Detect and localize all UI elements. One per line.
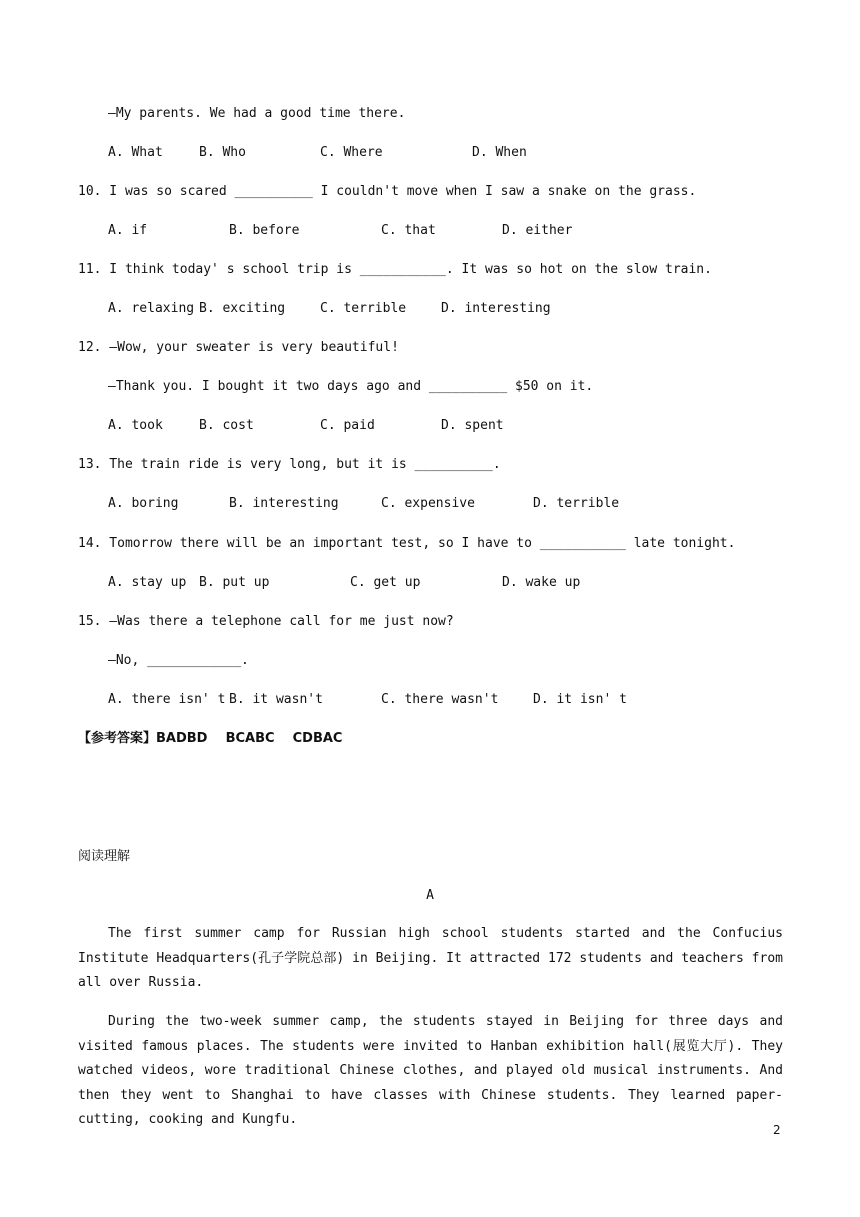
q13-option-b: B. interesting bbox=[229, 496, 339, 511]
section-title: 阅读理解 bbox=[78, 849, 131, 864]
q15-stem: 15. —Was there a telephone call for me just now? bbox=[78, 614, 454, 629]
q12-option-c: C. paid bbox=[320, 418, 375, 433]
q15-option-c: C. there wasn't bbox=[381, 692, 499, 707]
reading-paragraph-1: The first summer camp for Russian high school students started and the Confucius Institute Headquarters(孔子学院总部) in Beijing. It attracted 172 students and teachers from all over Russia. bbox=[78, 926, 783, 990]
q15-reply: —No, ____________. bbox=[108, 653, 249, 668]
q14-stem: 14. Tomorrow there will be an important test, so I have to ___________ late tonight. bbox=[78, 536, 736, 551]
q10-stem: 10. I was so scared __________ I couldn't move when I saw a snake on the grass. bbox=[78, 184, 697, 199]
q15-option-d: D. it isn' t bbox=[533, 692, 627, 707]
q10-option-c: C. that bbox=[381, 223, 436, 238]
q12-option-d: D. spent bbox=[441, 418, 504, 433]
q11-option-a: A. relaxing bbox=[108, 301, 195, 316]
answer-key: 【参考答案】BADBD BCABC CDBAC bbox=[78, 731, 343, 746]
q10-option-b: B. before bbox=[229, 223, 300, 238]
q14-option-c: C. get up bbox=[350, 575, 421, 590]
q11-option-d: D. interesting bbox=[441, 301, 551, 316]
q12-option-a: A. took bbox=[108, 418, 163, 433]
q14-option-d: D. wake up bbox=[502, 575, 581, 590]
q9-option-b: B. Who bbox=[199, 145, 246, 160]
q13-stem: 13. The train ride is very long, but it is __________. bbox=[78, 457, 501, 472]
q12-reply: —Thank you. I bought it two days ago and __________ $50 on it. bbox=[108, 379, 594, 394]
q10-option-a: A. if bbox=[108, 223, 148, 238]
q10-option-d: D. either bbox=[502, 223, 573, 238]
page-number: 2 bbox=[773, 1123, 781, 1137]
q13-option-a: A. boring bbox=[108, 496, 179, 511]
q9-option-c: C. Where bbox=[320, 145, 383, 160]
q13-option-d: D. terrible bbox=[533, 496, 620, 511]
q15-option-b: B. it wasn't bbox=[229, 692, 323, 707]
q11-option-c: C. terrible bbox=[320, 301, 407, 316]
q9-reply: —My parents. We had a good time there. bbox=[108, 106, 406, 121]
q11-option-b: B. exciting bbox=[199, 301, 286, 316]
q14-option-a: A. stay up bbox=[108, 575, 187, 590]
q15-option-a: A. there isn' t bbox=[108, 692, 226, 707]
q12-option-b: B. cost bbox=[199, 418, 254, 433]
q11-stem: 11. I think today' s school trip is ___________. It was so hot on the slow train. bbox=[78, 262, 712, 277]
q14-option-b: B. put up bbox=[199, 575, 270, 590]
passage-label: A bbox=[426, 888, 434, 903]
q12-stem: 12. —Wow, your sweater is very beautiful! bbox=[78, 340, 399, 355]
q9-option-d: D. When bbox=[472, 145, 527, 160]
q13-option-c: C. expensive bbox=[381, 496, 475, 511]
q9-option-a: A. What bbox=[108, 145, 163, 160]
reading-paragraph-2: During the two-week summer camp, the students stayed in Beijing for three days and visited famous places. The students were invited to Hanban exhibition hall(展览大厅). They watched videos, wore traditional Chinese clothes, and played old musical instruments. And then they went to Shanghai to have classes with Chinese students. They learned paper-cutting, cooking and Kungfu. bbox=[78, 1014, 783, 1127]
